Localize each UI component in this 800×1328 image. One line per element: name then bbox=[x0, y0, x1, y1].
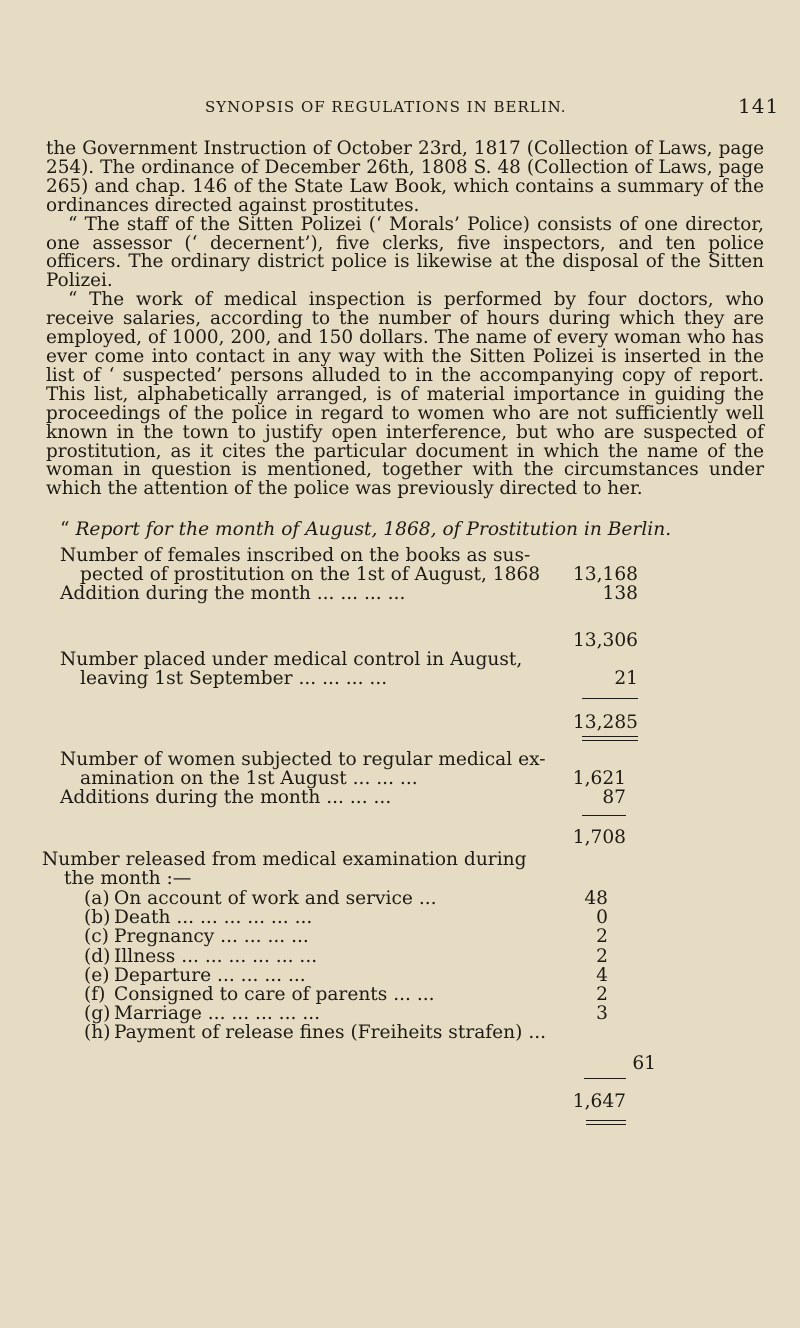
body-text bbox=[46, 140, 764, 499]
ledger-subtotal: 1,708 bbox=[572, 827, 626, 848]
ledger-value: 87 bbox=[602, 787, 626, 808]
ledger-label: Number of women subjected to regular medical ex- bbox=[60, 749, 546, 770]
ledger-label: Number placed under medical control in August, bbox=[60, 649, 523, 670]
reason-key: (h) bbox=[84, 1022, 111, 1044]
reason-key: (b) bbox=[84, 907, 111, 929]
paragraph: the Government Instruction of October 23rd, 1817 (Collection of Laws, page 254). The ordinance of December 26th, 1808 S. 48 (Collection of Laws, page 265) and chap. 146 of the State Law Book, which contains a summary of the ordinances directed against prostitutes. bbox=[46, 138, 764, 216]
ledger-value: 138 bbox=[602, 583, 638, 604]
paragraph: “ The work of medical inspection is performed by four doctors, who receive salaries, according to the number of hours during which they are employed, of 1000, 200, and 150 dollars. The name of every woman who has ever come into contact in any way with the Sitten Polizei is inserted in the list of ‘ suspected’ persons alluded to in the accompanying copy of report. This list, alphabetically arranged, is of material importance in guiding the proceedings of the police in regard to women who are not sufficiently well known in the town to justify open interference, but who are suspected of prostitution, as it cites the particular document in which the name of the woman in question is mentioned, together with the circumstances under which the attention of the police was previously directed to her. bbox=[46, 289, 764, 500]
reason-value: 0 bbox=[596, 907, 608, 929]
ledger-subtotal: 13,306 bbox=[572, 630, 638, 651]
reason-key: (f) bbox=[84, 984, 106, 1005]
reason-key: (d) bbox=[84, 945, 111, 967]
ledger-label: leaving 1st September ... ... ... ... bbox=[80, 668, 388, 689]
reason-label: Illness ... ... ... ... ... ... bbox=[114, 945, 318, 967]
page-header bbox=[0, 92, 800, 122]
report-title bbox=[60, 519, 671, 540]
sum-rule bbox=[586, 1120, 626, 1121]
sum-rule bbox=[582, 736, 638, 737]
ledger-label: Additions during the month ... ... ... bbox=[60, 787, 392, 808]
reason-value: 4 bbox=[596, 964, 608, 986]
sum-rule bbox=[582, 815, 626, 816]
reason-value: 2 bbox=[596, 984, 608, 1005]
sum-rule bbox=[582, 698, 638, 699]
ledger-label: the month :— bbox=[64, 868, 192, 889]
ledger-label: Addition during the month ... ... ... ... bbox=[60, 583, 406, 604]
running-head: SYNOPSIS OF REGULATIONS IN BERLIN. bbox=[205, 98, 567, 116]
reason-label: On account of work and service ... bbox=[114, 888, 437, 909]
ledger-value: 13,168 bbox=[572, 564, 638, 585]
released-total: 61 bbox=[632, 1053, 656, 1074]
reason-label: Death ... ... ... ... ... ... bbox=[114, 907, 313, 929]
sum-rule bbox=[582, 740, 638, 741]
ledger-label: Number of females inscribed on the books as sus- bbox=[60, 545, 531, 566]
reason-label: Marriage ... ... ... ... ... bbox=[114, 1003, 321, 1025]
final-total: 1,647 bbox=[572, 1091, 626, 1112]
reason-value: 2 bbox=[596, 926, 608, 948]
ledger-value: 1,621 bbox=[572, 768, 626, 789]
reason-label: Consigned to care of parents ... ... bbox=[114, 984, 435, 1005]
ledger-label: amination on the 1st August ... ... ... bbox=[80, 768, 418, 789]
reason-label: Payment of release fines (Freiheits strafen) ... bbox=[114, 1022, 547, 1044]
reason-key: (a) bbox=[84, 888, 110, 909]
reason-label: Pregnancy ... ... ... ... bbox=[114, 926, 309, 948]
page-number: 141 bbox=[738, 94, 780, 118]
reason-value: 3 bbox=[596, 1003, 608, 1025]
ledger-value: 21 bbox=[614, 668, 638, 689]
reason-label: Departure ... ... ... ... bbox=[114, 964, 306, 986]
paragraph: “ The staff of the Sitten Polizei (‘ Morals’ Police) consists of one director, one assessor (‘ decernent’), five clerks, five inspectors, and ten police officers. The ordinary district police is likewise at the disposal of the Sitten Polizei. bbox=[46, 213, 764, 292]
reason-key: (e) bbox=[84, 964, 110, 986]
reason-key: (g) bbox=[84, 1003, 111, 1025]
quote-mark: “ bbox=[60, 519, 70, 540]
report-title-text: Report for the month of August, 1868, of Prostitution in Berlin. bbox=[75, 519, 672, 540]
sum-rule bbox=[584, 1078, 626, 1079]
ledger-label: pected of prostitution on the 1st of August, 1868 bbox=[80, 564, 541, 585]
reason-value: 48 bbox=[584, 888, 608, 909]
sum-rule bbox=[586, 1124, 626, 1125]
ledger-subtotal: 13,285 bbox=[572, 712, 638, 733]
reason-value: 2 bbox=[596, 945, 608, 967]
reason-key: (c) bbox=[84, 926, 109, 948]
ledger-label: Number released from medical examination during bbox=[42, 849, 527, 870]
